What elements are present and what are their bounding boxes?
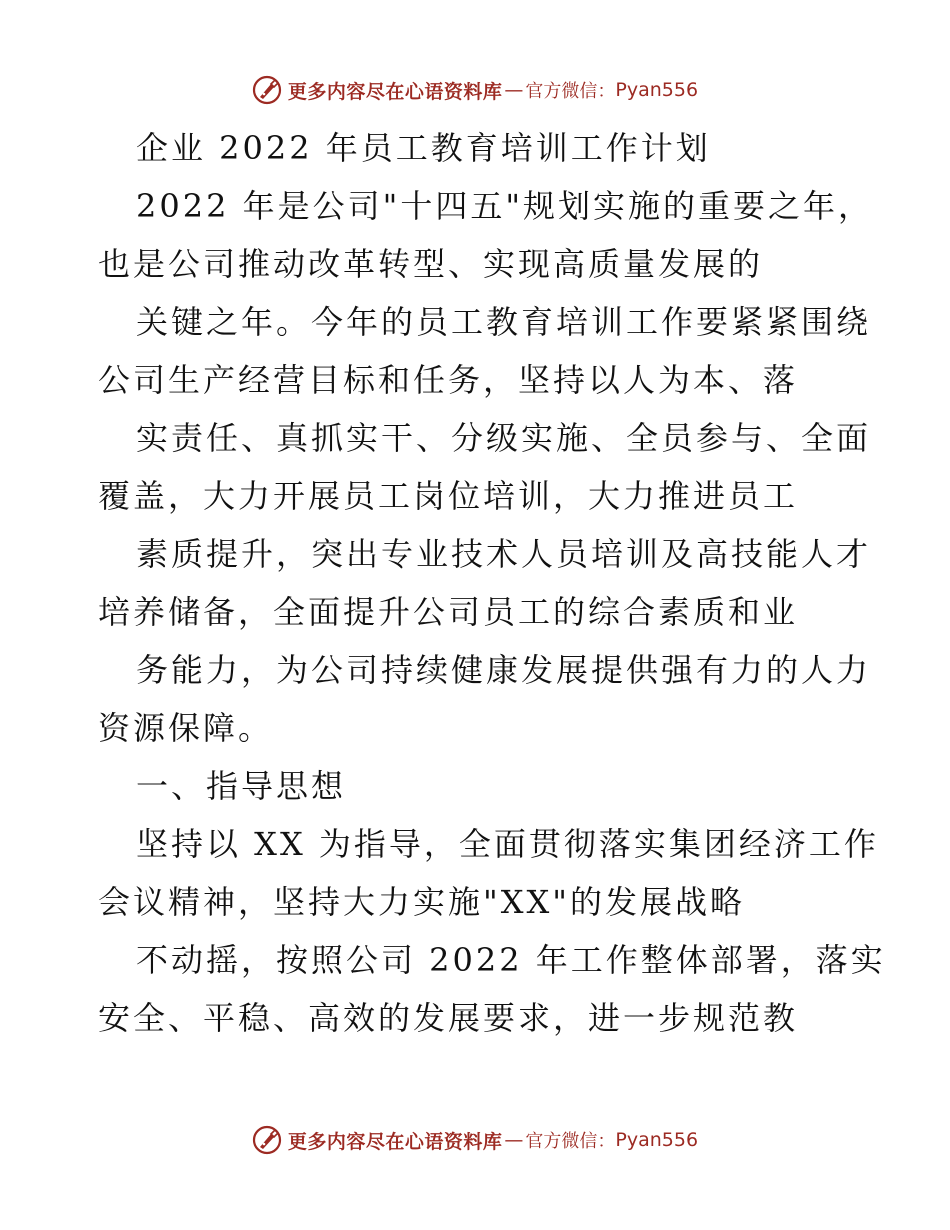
pen-nib-icon	[252, 1125, 282, 1155]
paragraph-line: 关键之年。今年的员工教育培训工作要紧紧围绕	[136, 303, 872, 341]
header-watermark	[0, 70, 950, 110]
paragraph-line: 坚持以 XX 为指导，全面贯彻落实集团经济工作	[136, 825, 879, 863]
watermark-main-text: 更多内容尽在心语资料库	[287, 80, 503, 103]
footer-watermark	[0, 1120, 950, 1160]
paragraph-line: 素质提升，突出专业技术人员培训及高技能人才	[136, 535, 872, 573]
paragraph-line: 公司生产经营目标和任务，坚持以人为本、落	[98, 361, 799, 399]
paragraph-line: 资源保障。	[98, 709, 274, 747]
document-title: 企业 2022 年员工教育培训工作计划	[136, 129, 711, 167]
watermark-dash: —	[504, 1129, 524, 1151]
watermark-main-text: 更多内容尽在心语资料库	[287, 1130, 503, 1153]
paragraph-line: 2022 年是公司"十四五"规划实施的重要之年，	[136, 187, 874, 225]
paragraph-line: 培养储备，全面提升公司员工的综合素质和业	[98, 593, 799, 631]
paragraph-line: 安全、平稳、高效的发展要求，进一步规范教	[98, 999, 799, 1037]
watermark-sub-text: 官方微信：	[525, 81, 616, 102]
watermark-contact: Pyan556	[615, 79, 699, 101]
paragraph-line: 务能力，为公司持续健康发展提供强有力的人力	[136, 651, 872, 689]
paragraph-line: 也是公司推动改革转型、实现高质量发展的	[98, 245, 764, 283]
paragraph-line: 会议精神，坚持大力实施"XX"的发展战略	[98, 883, 746, 921]
paragraph-line: 覆盖，大力开展员工岗位培训，大力推进员工	[98, 477, 799, 515]
watermark-contact: Pyan556	[615, 1129, 699, 1151]
watermark-dash: —	[504, 79, 524, 101]
watermark-sub-text: 官方微信：	[525, 1131, 616, 1152]
section-heading: 一、指导思想	[136, 767, 347, 805]
paragraph-line: 不动摇，按照公司 2022 年工作整体部署，落实	[136, 941, 886, 979]
paragraph-line: 实责任、真抓实干、分级实施、全员参与、全面	[136, 419, 872, 457]
pen-nib-icon	[252, 75, 282, 105]
